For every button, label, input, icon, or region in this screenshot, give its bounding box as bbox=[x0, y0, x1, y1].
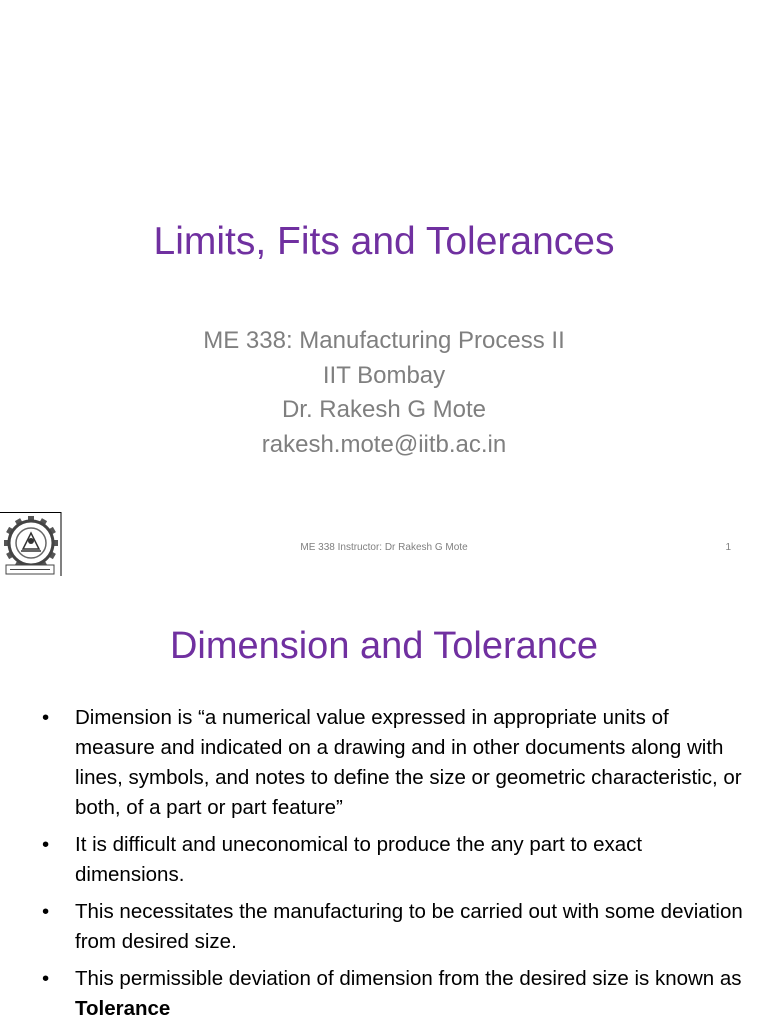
slide-footer: ME 338 Instructor: Dr Rakesh G Mote bbox=[300, 542, 468, 553]
bullet-icon: • bbox=[42, 967, 50, 990]
bullet-icon: • bbox=[42, 833, 50, 856]
content-slide bbox=[0, 576, 768, 1024]
course-name: ME 338: Manufacturing Process II bbox=[203, 327, 565, 354]
bullet-icon: • bbox=[42, 900, 50, 923]
list-item bbox=[36, 964, 751, 1024]
slide-title: Limits, Fits and Tolerances bbox=[153, 220, 615, 263]
slide-number: 1 bbox=[725, 542, 731, 553]
bullet-text: It is difficult and uneconomical to produce the any part to exact dimensions. bbox=[75, 833, 643, 886]
bullet-text: Dimension is “a numerical value expressed in appropriate units of measure and indicated on a drawing and in other documents along with lines, symbols, and notes to define the size or geometric characteristic, or both, of a part or part feature” bbox=[75, 706, 742, 819]
bullet-text: This necessitates the manufacturing to be carried out with some deviation from desired size. bbox=[75, 900, 743, 953]
institute-name: IIT Bombay bbox=[322, 361, 446, 389]
bullet-list bbox=[36, 703, 751, 1024]
bullet-text: This permissible deviation of dimension from the desired size is known as bbox=[75, 967, 742, 990]
bullet-icon: • bbox=[42, 706, 50, 729]
slide-subtitle bbox=[0, 324, 768, 462]
list-item bbox=[36, 830, 751, 890]
list-item bbox=[36, 897, 751, 957]
bold-term: Tolerance bbox=[75, 997, 171, 1020]
instructor-email: rakesh.mote@iitb.ac.in bbox=[261, 430, 507, 458]
instructor-name: Dr. Rakesh G Mote bbox=[281, 396, 487, 423]
list-item bbox=[36, 703, 751, 823]
slide-title: Dimension and Tolerance bbox=[169, 625, 599, 667]
